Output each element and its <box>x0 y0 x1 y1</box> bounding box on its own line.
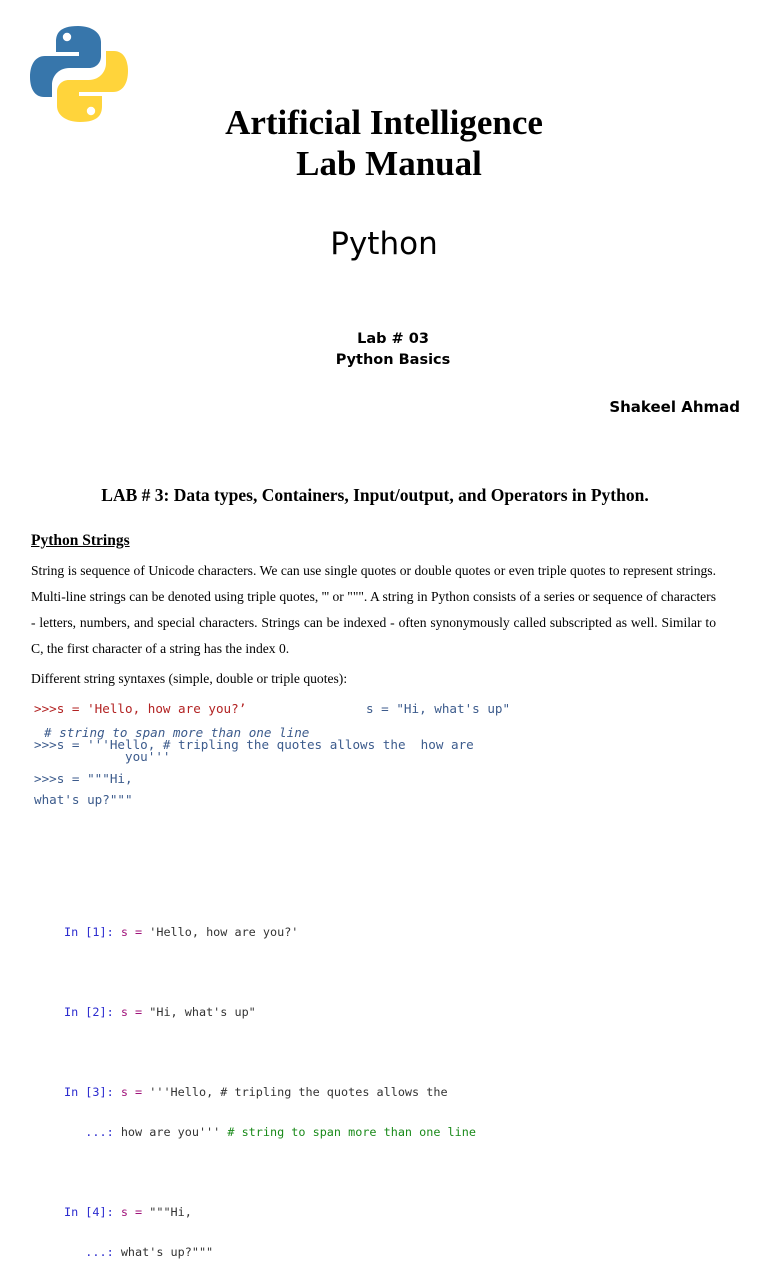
code-line: s = "Hi, what's up" <box>366 701 511 716</box>
cell-string: 'Hello, how are you?' <box>149 925 299 939</box>
code-line: you''' <box>125 749 171 764</box>
code-comment: # string to span more than one line <box>44 725 310 740</box>
cell-prompt: ...: <box>64 1245 114 1259</box>
notebook-cell-continuation <box>64 1246 476 1258</box>
cell-string: how are you''' <box>120 1125 221 1139</box>
lab-heading: LAB # 3: Data types, Containers, Input/output, and Operators in Python. <box>101 485 649 505</box>
document-subtitle: Lab Manual <box>296 144 482 183</box>
cell-variable: s <box>120 1085 128 1099</box>
author-name: Shakeel Ahmad <box>609 398 740 416</box>
notebook-cell <box>64 1006 476 1018</box>
cell-prompt: In [2]: <box>64 1005 114 1019</box>
cell-prompt: ...: <box>64 1125 114 1139</box>
cell-operator: = <box>127 925 150 939</box>
cell-variable: s <box>120 925 128 939</box>
cell-prompt: In [1]: <box>64 925 114 939</box>
cell-prompt: In [4]: <box>64 1205 114 1219</box>
section-heading: Python Strings <box>31 532 130 549</box>
cell-string: "Hi, what's up" <box>149 1005 256 1019</box>
cell-variable: s <box>120 1205 128 1219</box>
cell-comment: # string to span more than one line <box>227 1125 476 1139</box>
syntax-intro: Different string syntaxes (simple, double or triple quotes): <box>31 671 348 686</box>
lab-topic: Python Basics <box>335 352 451 368</box>
lab-number: Lab # 03 <box>357 331 429 347</box>
cell-string: '''Hello, # tripling the quotes allows the <box>149 1085 448 1099</box>
code-line: >>>s = 'Hello, how are you?’ <box>34 701 247 716</box>
cell-string: """Hi, <box>149 1205 192 1219</box>
cell-string: what's up?""" <box>120 1245 214 1259</box>
notebook-screenshot <box>64 898 476 1272</box>
code-line: >>>s = """Hi, <box>34 771 133 786</box>
subject-title: Python <box>330 226 438 262</box>
cell-operator: = <box>127 1085 150 1099</box>
cell-prompt: In [3]: <box>64 1085 114 1099</box>
cell-operator: = <box>127 1205 150 1219</box>
notebook-cell <box>64 1206 476 1218</box>
notebook-cell <box>64 926 476 938</box>
notebook-cell <box>64 1086 476 1098</box>
document-title: Artificial Intelligence <box>225 103 543 142</box>
code-line: what's up?""" <box>34 792 133 807</box>
cell-operator: = <box>127 1005 150 1019</box>
cell-variable: s <box>120 1005 128 1019</box>
notebook-cell-continuation <box>64 1126 476 1138</box>
body-paragraph: String is sequence of Unicode characters. We can use single quotes or double quotes or even triple quotes to represent strings. Multi-line strings can be denoted using triple quotes, ''' or """. A string in Python consists of a series or sequence of characters - letters, numbers, and special characters. Strings can be indexed - often synonymously called subscripted as well. Similar to C, the first character of a string has the index 0. <box>31 563 716 656</box>
code-line: >>>s = '''Hello, # tripling the quotes allows the how are <box>34 737 474 752</box>
